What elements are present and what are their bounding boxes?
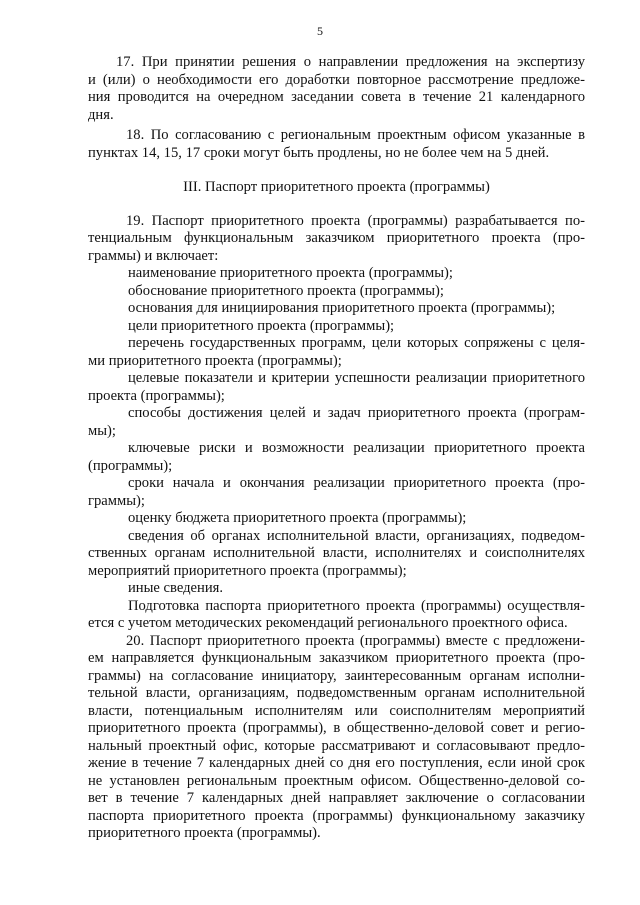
text-line: дня.: [88, 106, 114, 123]
paragraph-19: [88, 213, 585, 266]
text-line: оценку бюджета приоритетного проекта (программы);: [128, 510, 467, 526]
text-line: ственных органам исполнительной власти, исполнителях и соисполнителях: [88, 545, 585, 561]
text-line: перечень государственных программ, цели которых сопряжены с целя-: [128, 335, 585, 351]
list-item: [88, 475, 585, 510]
text-line: власти, потенциальным исполнителям или соисполнителям мероприятий: [88, 702, 585, 719]
list-item: [88, 440, 585, 475]
text-line: тенциальным функциональным заказчиком приоритетного проекта (про-: [88, 230, 585, 246]
text-line: не установлен региональным проектным офисом. Общественно-деловой со-: [88, 772, 585, 789]
list-item: [88, 405, 585, 440]
text-line: приоритетного проекта (программы), в общественно-деловой совет и регио-: [88, 720, 585, 736]
text-line: мы);: [88, 422, 116, 439]
text-line: мероприятий приоритетного проекта (программы);: [88, 562, 407, 579]
document-body: [88, 54, 585, 843]
text-line: ключевые риски и возможности реализации приоритетного проекта: [128, 440, 585, 456]
text-line: тельной власти, организациям, подведомственным органам исполнительной: [88, 685, 585, 701]
text-line: жение в течение 7 календарных дней со дня его поступления, если иной срок: [88, 755, 585, 771]
list-item: [88, 580, 585, 598]
list-item: [88, 265, 585, 283]
section-heading: III. Паспорт приоритетного проекта (программы): [183, 179, 490, 195]
text-line: 18. По согласованию с региональным проектным офисом указанные в: [126, 127, 585, 143]
list-item: [88, 318, 585, 336]
paragraph-passport-preparation: [88, 598, 585, 633]
text-line: ется с учетом методических рекомендаций регионального проектного офиса.: [88, 615, 568, 631]
text-line: ем направляется функциональным заказчиком приоритетного проекта (про-: [88, 650, 585, 666]
text-line: обоснование приоритетного проекта (программы);: [128, 282, 444, 299]
text-line: Подготовка паспорта приоритетного проекта (программы) осуществля-: [128, 597, 585, 614]
list-item: [88, 528, 585, 581]
list-item: [88, 283, 585, 301]
page-number: 5: [317, 24, 323, 38]
text-line: граммы);: [88, 492, 145, 509]
text-line: сроки начала и окончания реализации приоритетного проекта (про-: [128, 475, 585, 491]
text-line: ния проводится на очередном заседании совета в течение 21 календарного: [88, 89, 585, 105]
paragraph-17: [88, 54, 585, 124]
text-line: (программы);: [88, 457, 173, 474]
list-item: [88, 335, 585, 370]
text-line: цели приоритетного проекта (программы);: [128, 317, 395, 334]
text-line: нальный проектный офис, которые рассматривают и согласовывают предло-: [88, 737, 585, 754]
text-line: способы достижения целей и задач приоритетного проекта (програм-: [128, 405, 585, 421]
passport-items-list: [88, 265, 585, 598]
text-line: вет в течение 7 календарных дней направляет заключение о согласовании: [88, 790, 585, 806]
text-line: сведения об органах исполнительной власти, организациях, подведом-: [128, 527, 585, 544]
list-item: [88, 300, 585, 318]
list-item: [88, 510, 585, 528]
text-line: целевые показатели и критерии успешности реализации приоритетного: [128, 370, 585, 386]
text-line: и (или) о необходимости его доработки повторное рассмотрение предложе-: [88, 71, 585, 88]
text-line: 17. При принятии решения о направлении предложения на экспертизу: [116, 54, 585, 70]
text-line: основания для инициирования приоритетного проекта (программы);: [128, 300, 556, 316]
paragraph-18: [88, 127, 585, 162]
paragraph-20: [88, 633, 585, 843]
text-line: иные сведения.: [128, 580, 224, 596]
text-line: проекта (программы);: [88, 387, 225, 404]
text-line: граммы) на согласование инициатору, заинтересованным органам исполни-: [88, 667, 585, 684]
text-line: 20. Паспорт приоритетного проекта (программы) вместе с предложени-: [126, 632, 585, 649]
text-line: граммы) и включает:: [88, 247, 219, 264]
text-line: пунктах 14, 15, 17 сроки могут быть продлены, но не более чем на 5 дней.: [88, 144, 550, 161]
text-line: наименование приоритетного проекта (программы);: [128, 265, 453, 281]
text-line: паспорта приоритетного проекта (программы) функциональному заказчику: [88, 807, 585, 824]
text-line: 19. Паспорт приоритетного проекта (программы) разрабатывается по-: [126, 212, 585, 229]
text-line: приоритетного проекта (программы).: [88, 825, 321, 841]
text-line: ми приоритетного проекта (программы);: [88, 352, 342, 369]
list-item: [88, 370, 585, 405]
